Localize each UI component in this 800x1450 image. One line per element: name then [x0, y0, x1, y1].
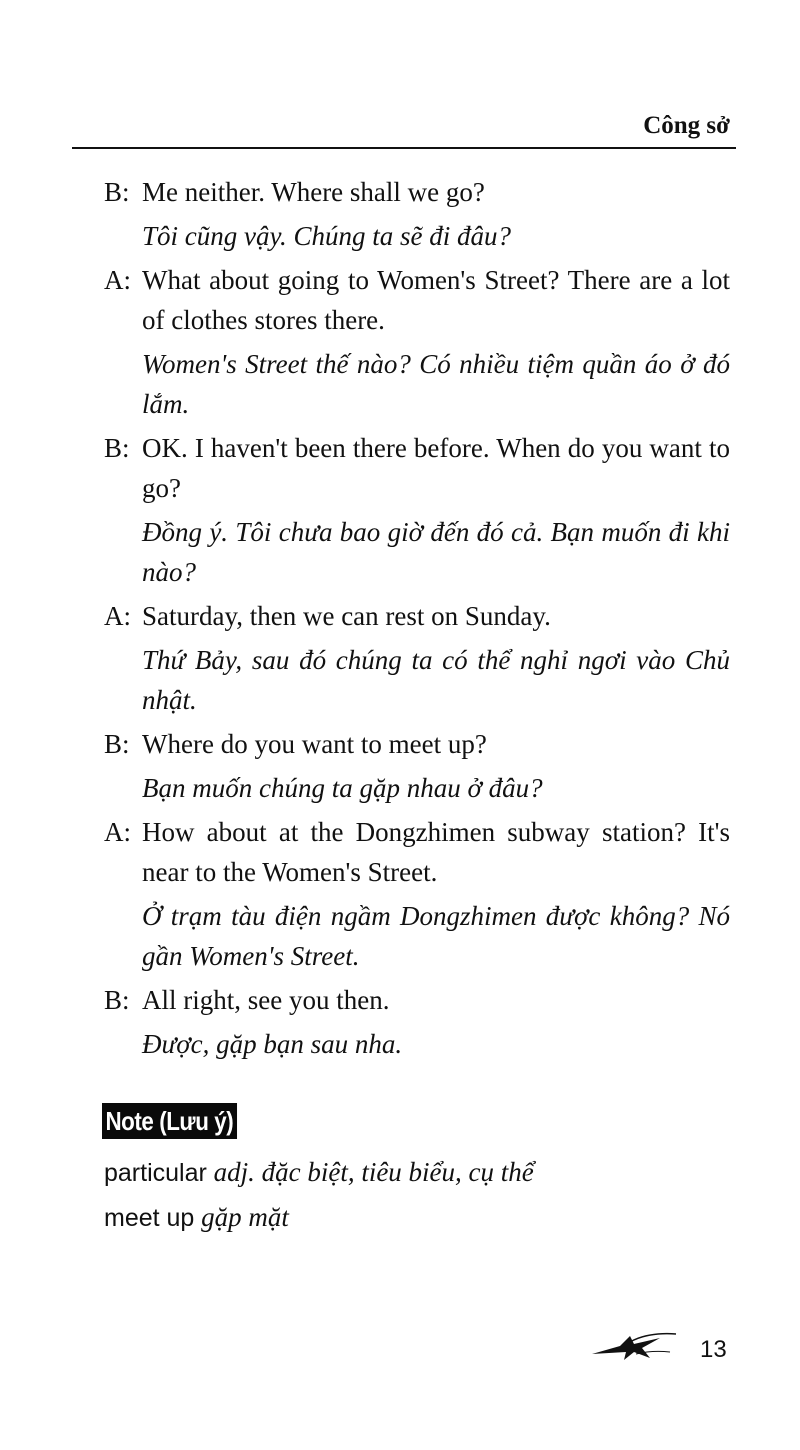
speaker-label: B:	[104, 177, 130, 207]
vietnamese-translation: Ở trạm tàu điện ngầm Dongzhimen được không? Nó gần Women's Street.	[142, 901, 730, 971]
note-heading: Note (Lưu ý)	[102, 1103, 237, 1139]
turn-body	[142, 172, 730, 260]
speaker-label: B:	[104, 985, 130, 1015]
dialogue-turn	[104, 724, 730, 812]
dialogue-turn	[104, 260, 730, 428]
vocab-definition: gặp mặt	[201, 1202, 289, 1232]
vocab-term: particular	[104, 1159, 207, 1187]
english-line: How about at the Dongzhimen subway station? It's near to the Women's Street.	[142, 817, 730, 887]
turn-body	[142, 596, 730, 724]
page-number: 13	[700, 1336, 727, 1363]
speaker-label: A:	[104, 265, 131, 295]
english-line: What about going to Women's Street? There are a lot of clothes stores there.	[142, 265, 730, 335]
english-line: Where do you want to meet up?	[142, 729, 487, 759]
vietnamese-translation: Được, gặp bạn sau nha.	[142, 1029, 403, 1059]
vocabulary-list	[104, 1150, 534, 1240]
speaker-label: A:	[104, 601, 131, 631]
turn-body	[142, 812, 730, 980]
english-line: OK. I haven't been there before. When do you want to go?	[142, 433, 730, 503]
vocab-term: meet up	[104, 1204, 195, 1232]
speaker-label: B:	[104, 433, 130, 463]
dialogue-turn	[104, 812, 730, 980]
turn-body	[142, 428, 730, 596]
dialogue-turn	[104, 172, 730, 260]
header-divider	[72, 147, 736, 149]
swallow-ornament-icon	[590, 1328, 680, 1368]
dialogue-turn	[104, 596, 730, 724]
vietnamese-translation: Women's Street thế nào? Có nhiều tiệm quần áo ở đó lắm.	[142, 349, 730, 419]
vocab-entry	[104, 1195, 534, 1240]
english-line: All right, see you then.	[142, 985, 390, 1015]
english-line: Saturday, then we can rest on Sunday.	[142, 601, 551, 631]
speaker-label: B:	[104, 729, 130, 759]
vocab-entry	[104, 1150, 534, 1195]
english-line: Me neither. Where shall we go?	[142, 177, 485, 207]
vietnamese-translation: Bạn muốn chúng ta gặp nhau ở đâu?	[142, 773, 543, 803]
dialogue-turn	[104, 980, 730, 1068]
turn-body	[142, 980, 730, 1068]
dialogue-turn	[104, 428, 730, 596]
vietnamese-translation: Thứ Bảy, sau đó chúng ta có thể nghỉ ngơi vào Chủ nhật.	[142, 645, 730, 715]
speaker-label: A:	[104, 817, 131, 847]
vietnamese-translation: Đồng ý. Tôi chưa bao giờ đến đó cả. Bạn muốn đi khi nào?	[142, 517, 730, 587]
vocab-part-of-speech: adj.	[213, 1157, 255, 1187]
turn-body	[142, 260, 730, 428]
turn-body	[142, 724, 730, 812]
vietnamese-translation: Tôi cũng vậy. Chúng ta sẽ đi đâu?	[142, 221, 511, 251]
running-header: Công sở	[643, 112, 730, 139]
vocab-definition: đặc biệt, tiêu biểu, cụ thể	[261, 1157, 534, 1187]
dialogue	[104, 172, 730, 1068]
